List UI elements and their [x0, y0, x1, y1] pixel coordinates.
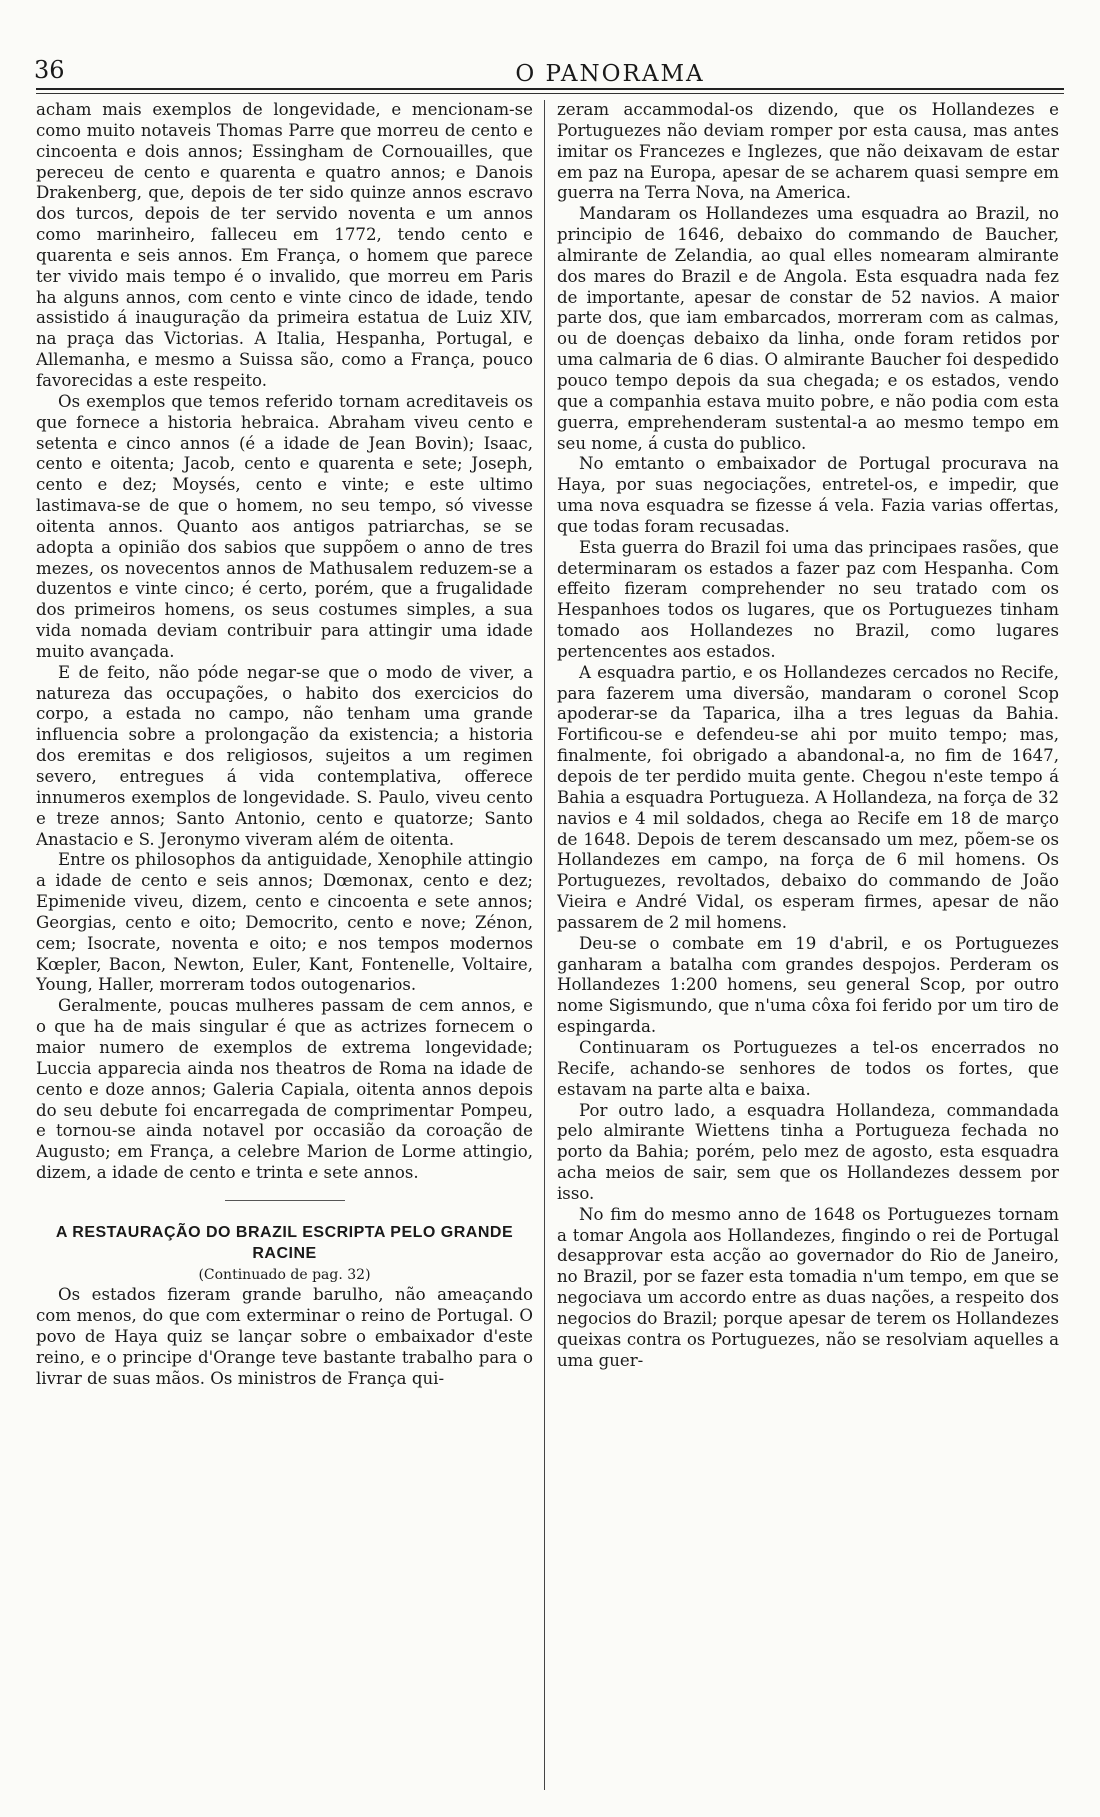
body-paragraph: Deu-se o combate em 19 d'abril, e os Portuguezes ganharam a batalha com grandes despojos. Perderam os Hollandezes 1:200 homens, seu general Scop, por outro nome Sigismundo, que n'uma côxa foi ferido por um tiro de espingarda.: [557, 933, 1059, 1037]
body-paragraph: Os exemplos que temos referido tornam acreditaveis os que fornece a historia hebraica. Abraham viveu cento e setenta e cinco annos (é a idade de Jean Bovin); Isaac, cento e oitenta; Jacob, cento e quarenta e sete; Joseph, cento e dez; Moysés, cento e vinte; e este ultimo lastimava-se de que o homem, no seu tempo, só vivesse oitenta annos. Quanto aos antigos patriarchas, se se adopta a opinião dos sabios que suppõem o anno de tres mezes, os novecentos annos de Mathusalem reduzem-se a duzentos e vinte cinco; é certo, porém, que a frugalidade dos primeiros homens, os seus costumes simples, a sua vida nomada deviam contribuir para attingir uma idade muito avançada.: [36, 391, 533, 661]
article-title: A RESTAURAÇÃO DO BRAZIL ESCRIPTA PELO GRANDE RACINE: [55, 1223, 514, 1262]
page-number: 36: [34, 56, 65, 84]
column-divider: [544, 100, 545, 1790]
right-column: [557, 100, 1059, 1790]
body-paragraph: Esta guerra do Brazil foi uma das principaes rasões, que determinaram os estados a fazer paz com Hespanha. Com effeito fizeram comprehender no seu tratado com os Hespanhoes todos os lugares, que os Portuguezes tinham tomado aos Hollandezes no Brazil, como lugares pertencentes aos estados.: [557, 537, 1059, 661]
body-paragraph: Continuaram os Portuguezes a tel-os encerrados no Recife, achando-se senhores de todos os fortes, que estavam na parte alta e baixa.: [557, 1037, 1059, 1099]
body-paragraph: No fim do mesmo anno de 1648 os Portuguezes tornam a tomar Angola aos Hollandezes, fingindo o rei de Portugal desapprovar esta acção ao governador do Rio de Janeiro, no Brazil, por se fazer esta tomadia n'um tempo, em que se negociava um accordo entre as duas nações, a respeito dos negocios do Brazil; porque apesar de terem os Hollandezes queixas contra os Portuguezes, não se resolviam aquelles a uma guer-: [557, 1204, 1059, 1370]
header-rule-thin: [36, 93, 1064, 94]
header-rule: [36, 88, 1064, 90]
running-title: O PANORAMA: [515, 61, 705, 87]
body-paragraph: Por outro lado, a esquadra Hollandeza, commandada pelo almirante Wiettens tinha a Portugueza fechada no porto da Bahia; porém, pelo mez de agosto, esta esquadra acha meios de sair, sem que os Hollandezes dessem por isso.: [557, 1100, 1059, 1203]
article-subtitle: (Continuado de pag. 32): [198, 1266, 371, 1283]
body-paragraph: zeram accammodal-os dizendo, que os Hollandezes e Portuguezes não deviam romper por esta causa, mas antes imitar os Francezes e Inglezes, que não deixavam de estar em paz na Europa, apesar de se acharem quasi sempre em guerra na Terra Nova, na America.: [557, 100, 1059, 203]
left-column: [36, 100, 533, 1790]
body-paragraph: acham mais exemplos de longevidade, e mencionam-se como muito notaveis Thomas Parre que morreu de cento e cincoenta e dois annos; Essingham de Cornouailles, que pereceu de cento e quarenta e quatro annos; e Danois Drakenberg, que, depois de ter sido quinze annos escravo dos turcos, depois de ter servido noventa e um annos como marinheiro, falleceu em 1772, tendo cento e quarenta e seis annos. Em França, o homem que parece ter vivido mais tempo é o invalido, que morreu em Paris ha alguns annos, com cento e vinte cinco de idade, tendo assistido á inauguração da primeira estatua de Luiz XIV, na praça das Victorias. A Italia, Hespanha, Portugal, e Allemanha, e mesmo a Suissa são, como a França, pouco favorecidas a este respeito.: [36, 100, 533, 390]
body-paragraph: E de feito, não póde negar-se que o modo de viver, a natureza das occupações, o habito dos exercicios do corpo, a estada no campo, não tenham uma grande influencia sobre a prolongação da existencia; a historia dos eremitas e dos religiosos, sujeitos a um regimen severo, entregues á vida contemplativa, offerece innumeros exemplos de longevidade. S. Paulo, viveu cento e treze annos; Santo Antonio, cento e quatorze; Santo Anastacio e S. Jeronymo viveram além de oitenta.: [36, 662, 533, 849]
body-paragraph: Geralmente, poucas mulheres passam de cem annos, e o que ha de mais singular é que as actrizes fornecem o maior numero de exemplos de extrema longevidade; Luccia apparecia ainda nos theatros de Roma na idade de cento e doze annos; Galeria Capiala, oitenta annos depois do seu debute foi encarregada de comprimentar Pompeu, e tornou-se ainda notavel por occasião da coroação de Augusto; em França, a celebre Marion de Lorme attingio, dizem, a idade de cento e trinta e sete annos.: [36, 996, 533, 1183]
section-separator: [225, 1200, 345, 1201]
article-paragraph: Os estados fizeram grande barulho, não ameaçando com menos, do que com exterminar o reino de Portugal. O povo de Haya quiz se lançar sobre o embaixador d'este reino, e o principe d'Orange teve bastante trabalho para o livrar de suas mãos. Os ministros de França qui-: [36, 1285, 533, 1388]
body-paragraph: No emtanto o embaixador de Portugal procurava na Haya, por suas negociações, entretel-os, e impedir, que uma nova esquadra se fizesse á vela. Fazia varias offertas, que todas foram recusadas.: [557, 454, 1059, 536]
body-paragraph: Mandaram os Hollandezes uma esquadra ao Brazil, no principio de 1646, debaixo do commando de Baucher, almirante de Zelandia, ao qual elles nomearam almirante dos mares do Brazil e de Angola. Esta esquadra nada fez de importante, apesar de constar de 52 navios. A maior parte dos, que iam embarcados, morreram com as calmas, ou de doenças debaixo da linha, onde foram retidos por uma calmaria de 6 dias. O almirante Baucher foi despedido pouco tempo depois da sua chegada; e os estados, vendo que a companhia estava muito pobre, e não podia com esta guerra, emprehenderam sustental-a ao mesmo tempo em seu nome, á custa do publico.: [557, 204, 1059, 453]
body-paragraph: Entre os philosophos da antiguidade, Xenophile attingio a idade de cento e seis annos; Dœmonax, cento e dez; Epimenide viveu, dizem, cento e cincoenta e sete annos; Georgias, cento e oito; Democrito, cento e nove; Zénon, cem; Isocrate, noventa e oito; e nos tempos modernos Kœpler, Bacon, Newton, Euler, Kant, Fontenelle, Voltaire, Young, Haller, morreram todos outogenarios.: [36, 850, 533, 995]
body-paragraph: A esquadra partio, e os Hollandezes cercados no Recife, para fazerem uma diversão, mandaram o coronel Scop apoderar-se da Taparica, ilha a tres leguas da Bahia. Fortificou-se e defendeu-se ahi por muito tempo; mas, finalmente, foi obrigado a abandonal-a, no fim de 1647, depois de ter perdido muita gente. Chegou n'este tempo á Bahia a esquadra Portugueza. A Hollandeza, na força de 32 navios e 4 mil soldados, chega ao Recife em 18 de março de 1648. Depois de terem descansado um mez, põem-se os Hollandezes em campo, na força de 6 mil homens. Os Portuguezes, revoltados, debaixo do commando de João Vieira e André Vidal, os esperam firmes, apesar de não passarem de 2 mil homens.: [557, 662, 1059, 932]
